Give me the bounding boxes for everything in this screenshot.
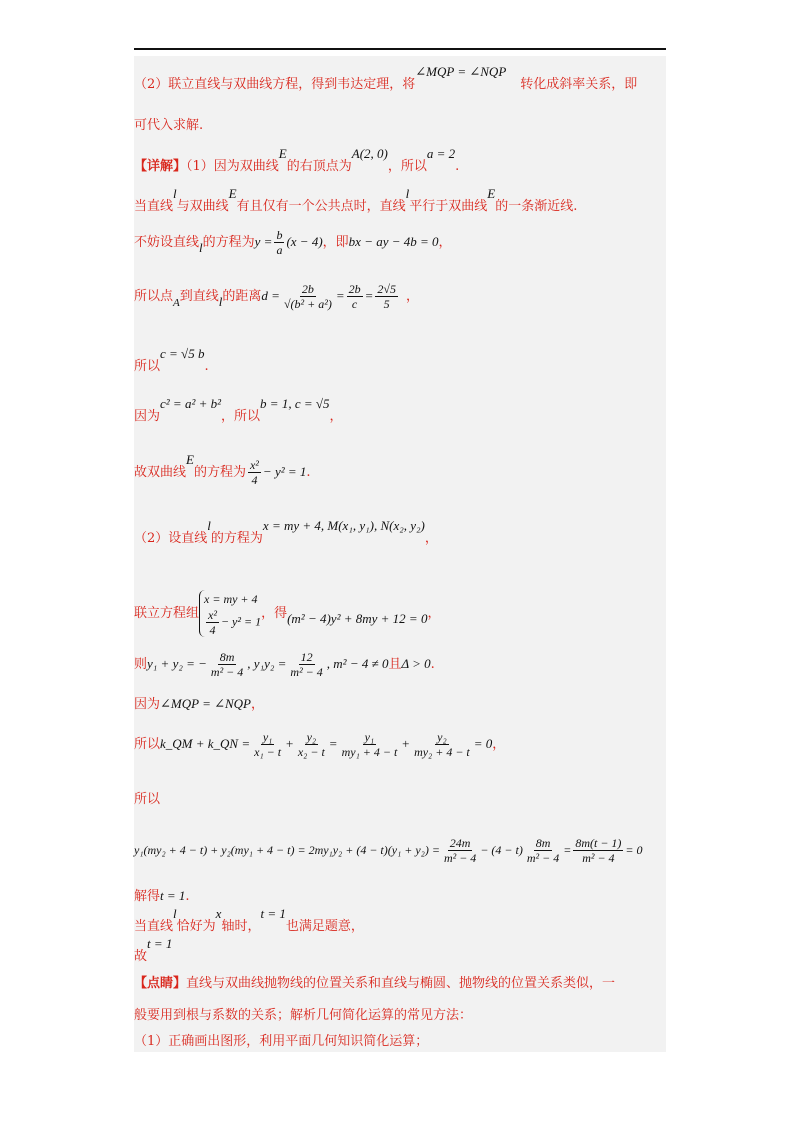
line-7: [134, 396, 343, 425]
text: ，: [405, 289, 419, 304]
line-6: [134, 346, 209, 375]
text: 且: [388, 657, 402, 672]
math: E: [278, 146, 287, 161]
text: 平行于双曲线: [409, 199, 488, 214]
numerator: y₂: [437, 730, 447, 744]
numerator: 8m: [219, 650, 235, 664]
text: 的一条渐近线.: [495, 199, 578, 214]
line-18: [134, 936, 173, 965]
text: （1）因为双曲线: [186, 159, 279, 174]
fraction: [347, 282, 363, 311]
text: ，: [438, 235, 452, 250]
detail-tag: 【详解】: [134, 159, 187, 174]
math: − (4 − t): [480, 843, 523, 857]
text: 恰好为: [176, 919, 216, 934]
line-8: [134, 452, 311, 487]
fraction: [274, 228, 284, 257]
text: 当直线: [134, 919, 174, 934]
line-14: [134, 792, 160, 808]
text: 的右顶点为: [286, 159, 352, 174]
math: k_QM + k_QN =: [160, 736, 251, 751]
text: .: [204, 359, 209, 374]
text: ，: [329, 409, 343, 424]
fraction: [375, 282, 398, 311]
text: 所以: [134, 359, 161, 374]
numerator: 2√5: [377, 282, 396, 296]
line-9: [134, 518, 438, 547]
text: 则: [134, 657, 148, 672]
math: = 0: [473, 736, 493, 751]
math: = 0: [625, 843, 643, 857]
text: 故: [134, 949, 148, 964]
text: ，即: [322, 235, 349, 250]
numerator: 8m(t − 1): [575, 836, 622, 850]
numerator: 24m: [449, 836, 471, 850]
fraction: [412, 730, 472, 759]
math: c = √5 b: [160, 346, 205, 361]
text: 所以点: [134, 289, 174, 304]
denominator: 5: [383, 297, 390, 311]
text: 到直线: [179, 289, 219, 304]
text: 直线与双曲线抛物线的位置关系和直线与椭圆、抛物线的位置关系类似，一: [186, 976, 616, 991]
numerator: 2b: [301, 282, 314, 296]
fraction: [252, 730, 283, 759]
text: （2）设直线: [134, 531, 208, 546]
comment-line-1: [134, 976, 615, 992]
math-angle: ∠MQP = ∠NQP: [415, 64, 507, 79]
math: l: [207, 518, 211, 533]
math: +: [285, 736, 294, 751]
math: b = 1, c = √5: [260, 396, 330, 411]
denominator: m² − 4: [582, 851, 615, 865]
text: 解得: [134, 889, 161, 904]
math: +: [401, 736, 411, 751]
text: 联立方程组: [134, 606, 200, 621]
equation: x = my + 4: [204, 592, 258, 606]
math: A: [173, 297, 180, 309]
math: y₁(my₂ + 4 − t) + y₂(my₁ + 4 − t) = 2my₁y₂ + (4 − t)(y₁ + y₂) =: [134, 843, 440, 857]
math: E: [186, 452, 194, 467]
numerator: y₁: [262, 730, 273, 744]
math: =: [364, 288, 374, 303]
math: =: [328, 736, 338, 751]
denominator: 4: [251, 473, 258, 487]
equation-system: [199, 590, 261, 637]
text: ，得: [261, 606, 288, 621]
line-16: [134, 888, 190, 905]
math: =: [335, 288, 345, 303]
denominator: my₂ + 4 − t: [414, 745, 470, 759]
text: 转化成斜率关系，即: [520, 77, 638, 92]
line-3: [134, 186, 578, 215]
text: 当直线: [134, 199, 174, 214]
denominator: x₂ − t: [297, 745, 325, 759]
text: 的方程为: [193, 465, 246, 480]
fraction: [525, 836, 561, 865]
fraction: [340, 730, 400, 759]
fraction: [288, 650, 324, 679]
math: l: [173, 906, 177, 921]
text: 的距离: [222, 289, 262, 304]
math: a = 2: [426, 146, 456, 161]
denominator: x₁ − t: [254, 745, 282, 759]
text: .: [455, 159, 460, 174]
math: c² = a² + b²: [160, 396, 222, 411]
denominator: √(b² + a²): [283, 297, 332, 311]
text: 有且仅有一个公共点时，直线: [236, 199, 406, 214]
numerator: 8m: [535, 836, 551, 850]
math: l: [405, 186, 410, 201]
text: ，所以: [387, 159, 427, 174]
text: （1）正确画出图形，利用平面几何知识简化运算；: [134, 1034, 429, 1049]
text: 不妨设直线: [134, 235, 200, 250]
fraction: [573, 836, 623, 865]
fraction: [296, 730, 327, 759]
text: .: [306, 465, 311, 480]
math: Δ > 0: [401, 656, 431, 671]
text: 轴时，: [221, 919, 261, 934]
denominator: m² − 4: [210, 665, 244, 679]
line-13: [134, 730, 505, 759]
text: 故双曲线: [134, 465, 187, 480]
numerator: y₁: [364, 730, 375, 744]
text: 所以: [134, 737, 161, 752]
numerator: x²: [208, 608, 217, 622]
fraction: [248, 458, 261, 487]
denominator: c: [351, 297, 358, 311]
text: 与双曲线: [176, 199, 229, 214]
text: 所以: [134, 792, 161, 807]
line-10: [134, 590, 440, 637]
text: .: [430, 657, 435, 672]
text: .: [185, 889, 190, 904]
math: , m² − 4 ≠ 0: [326, 656, 389, 671]
fraction: [282, 282, 334, 311]
text: 因为: [134, 409, 161, 424]
math: bx − ay − 4b = 0: [348, 234, 439, 249]
math: t = 1: [160, 888, 186, 903]
text: ，所以: [221, 409, 261, 424]
math: A(2, 0): [351, 146, 388, 161]
denominator: a: [276, 243, 283, 257]
text: 也满足题意，: [285, 919, 364, 934]
fraction: [442, 836, 478, 865]
math: y₁ + y₂ = −: [147, 656, 207, 671]
hint-line-2: [134, 118, 203, 134]
line-17: [134, 906, 364, 935]
line-5: [134, 282, 419, 311]
math: E: [228, 186, 237, 201]
math: l: [199, 240, 203, 255]
fraction: [209, 650, 245, 679]
line-4: [134, 228, 452, 257]
text: ，: [424, 531, 438, 546]
denominator: 4: [209, 623, 216, 637]
numerator: 12: [300, 650, 313, 664]
math: t = 1: [147, 936, 173, 951]
math: ∠MQP = ∠NQP: [160, 696, 251, 711]
text: ，: [427, 606, 441, 621]
equation: − y² = 1: [220, 614, 262, 629]
numerator: y₂: [306, 730, 317, 744]
text: 因为: [134, 697, 161, 712]
numerator: b: [276, 228, 283, 242]
math: l: [173, 186, 177, 201]
numerator: 2b: [348, 282, 361, 296]
header-rule: [134, 48, 666, 50]
text: 般要用到根与系数的关系；解析几何简化运算的常见方法：: [134, 1008, 473, 1023]
text: ，: [492, 737, 506, 752]
comment-line-3: [134, 1034, 428, 1050]
denominator: m² − 4: [290, 665, 323, 679]
math: (m² − 4)y² + 8my + 12 = 0: [287, 611, 428, 626]
text: ，: [251, 697, 265, 712]
line-12: [134, 696, 264, 713]
comment-tag: 【点睛】: [134, 976, 187, 991]
math: − y² = 1: [262, 464, 307, 479]
denominator: m² − 4: [443, 851, 477, 865]
math: (x − 4): [286, 234, 323, 249]
line-15: [134, 836, 643, 865]
math: x = my + 4, M(x₁, y₁), N(x₂, y₂): [262, 518, 425, 533]
numerator: x²: [249, 458, 259, 472]
math: y =: [254, 234, 273, 249]
math: , y₁y₂ =: [247, 656, 287, 671]
text: 的方程为: [202, 235, 255, 250]
line-11: [134, 650, 435, 679]
math: =: [563, 843, 572, 857]
denominator: my₁ + 4 − t: [341, 745, 398, 759]
text: （2）联立直线与双曲线方程，得到韦达定理，将: [134, 77, 416, 92]
math: E: [487, 186, 496, 201]
detail-line-1: [134, 146, 460, 175]
hint-line-1: [134, 64, 638, 93]
math: x: [215, 906, 222, 921]
text: 的方程为: [210, 531, 263, 546]
text: 可代入求解.: [134, 118, 204, 133]
comment-line-2: [134, 1008, 472, 1024]
math: t = 1: [260, 906, 286, 921]
math: l: [218, 294, 223, 309]
math: d =: [261, 288, 280, 303]
fraction: [206, 608, 219, 637]
denominator: m² − 4: [526, 851, 560, 865]
